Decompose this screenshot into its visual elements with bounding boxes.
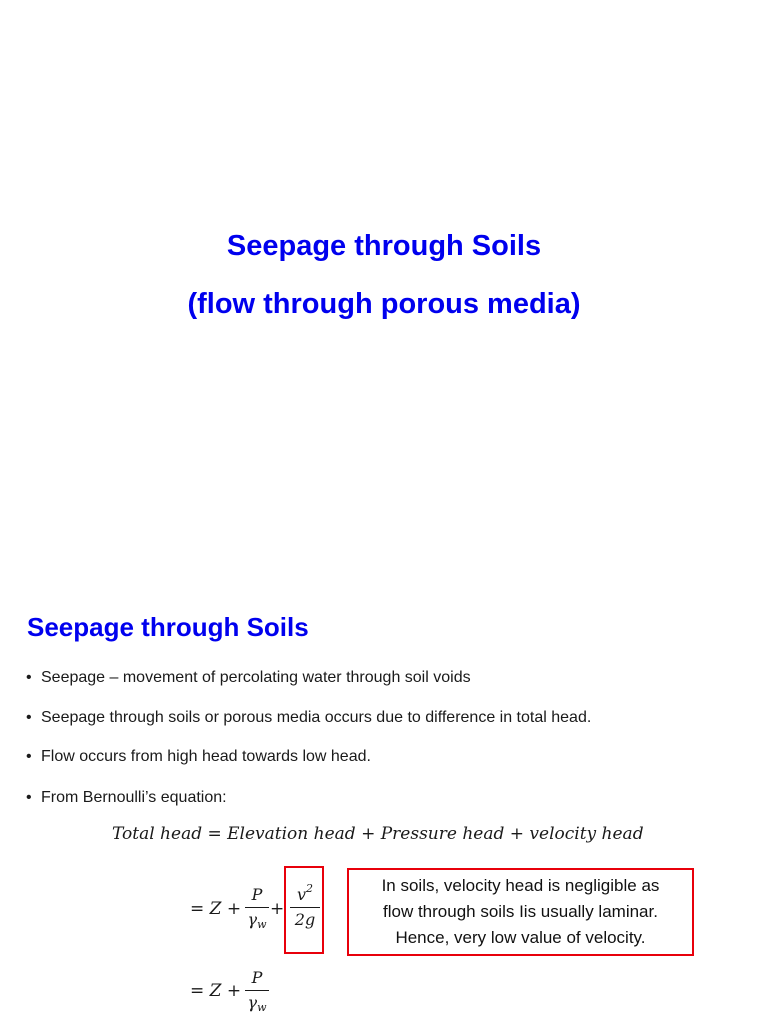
velocity-head-highlight-box: [284, 866, 324, 954]
fraction-numerator: P: [251, 968, 263, 987]
bullet-item: [26, 789, 227, 807]
equation-line2-prefix: = Z +: [190, 899, 242, 919]
total-head-equation: Total head = Elevation head + Pressure head + velocity head: [112, 824, 644, 844]
bullet-text: From Bernoulli’s equation:: [41, 789, 227, 806]
plus-sign: +: [270, 899, 285, 919]
bullet-icon: •: [26, 789, 32, 806]
pressure-head-fraction: [245, 884, 269, 936]
bullet-text: Seepage – movement of percolating water through soil voids: [41, 669, 471, 686]
bullet-icon: •: [26, 709, 32, 726]
fraction-denominator: 2g: [294, 910, 316, 930]
slide-title-line-2: (flow through porous media): [187, 288, 581, 320]
note-text: [382, 873, 660, 951]
fraction-bar: [245, 990, 269, 991]
bullet-item: [26, 669, 471, 687]
bullet-icon: •: [26, 669, 32, 686]
note-line: flow through soils Iis usually laminar.: [383, 902, 658, 921]
slide-heading: Seepage through Soils: [27, 612, 309, 642]
pressure-head-fraction: [245, 967, 269, 1019]
equation-line3-prefix: = Z +: [190, 981, 242, 1001]
bullet-text: Flow occurs from high head towards low head.: [41, 748, 371, 765]
bullet-text: Seepage through soils or porous media occurs due to difference in total head.: [41, 709, 592, 726]
bullet-item: [26, 748, 371, 766]
bullet-item: [26, 709, 591, 727]
note-line: Hence, very low value of velocity.: [395, 928, 646, 947]
note-box: [347, 868, 694, 956]
fraction-denominator: $\gamma_w$: [247, 910, 267, 932]
content-slide: [0, 576, 768, 1024]
fraction-numerator: $v^2$: [296, 882, 314, 904]
bullet-icon: •: [26, 748, 32, 765]
fraction-bar: [245, 907, 269, 908]
fraction-denominator: $\gamma_w$: [247, 993, 267, 1015]
fraction-numerator: P: [251, 885, 263, 904]
slide-title-line-1: Seepage through Soils: [226, 230, 542, 262]
note-line: In soils, velocity head is negligible as: [381, 876, 660, 895]
